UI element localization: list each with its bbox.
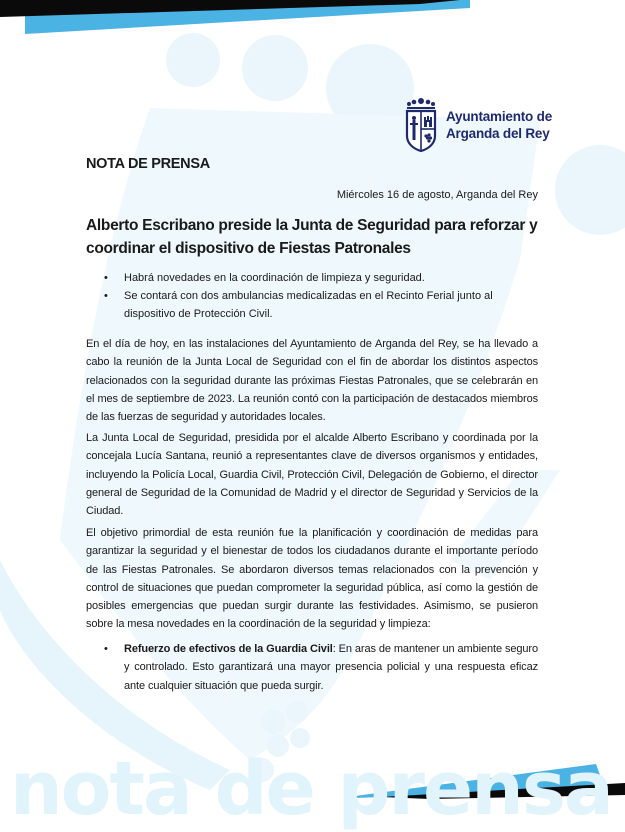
- highlight-item: [86, 269, 541, 287]
- bullet-icon: •: [104, 272, 108, 284]
- measures-list: [86, 640, 538, 695]
- logo-text: [446, 108, 552, 142]
- measure-item: [86, 640, 538, 695]
- logo-line-2: Arganda del Rey: [446, 126, 550, 141]
- measure-title: Refuerzo de efectivos de la Guardia Civil: [124, 643, 333, 655]
- bullet-icon: •: [104, 643, 108, 655]
- body-paragraph: El objetivo primordial de esta reunión fue la planificación y coordinación de medidas para garantizar la seguridad y el bienestar de todos los ciudadanos durante el importante período de las Fiestas Patronales. Se abordaron diversos temas relacionados con la prevención y control de situaciones que puedan comprometer la seguridad pública, así como la gestión de posibles emergencias que puedan surgir durante las festividades. Asimismo, se pusieron sobre la mesa novedades en la coordinación de la seguridad y limpieza:: [86, 527, 538, 631]
- footer-watermark-text: nota de prensa: [10, 746, 612, 832]
- document-kicker: NOTA DE PRENSA: [86, 156, 210, 172]
- measure-text: : En aras de mantener un ambiente seguro y controlado. Esto garantizará una mayor presencia policial y una respuesta eficaz ante cualquier situación que pueda surgir.: [124, 643, 538, 692]
- dateline: Miércoles 16 de agosto, Arganda del Rey: [336, 189, 538, 201]
- coat-of-arms-icon: [404, 98, 438, 152]
- logo-line-1: Ayuntamiento de: [446, 109, 553, 124]
- body-paragraph: En el día de hoy, en las instalaciones del Ayuntamiento de Arganda del Rey, se ha llevado a cabo la reunión de la Junta Local de Seguridad con el fin de abordar los distintos aspectos relacionados con la seguridad durante las próximas Fiestas Patronales, que se celebrarán en el mes de septiembre de 2023. La reunión contó con la participación de destacados miembros de las fuerzas de seguridad y autoridades locales.: [86, 338, 538, 424]
- highlight-text: Se contará con dos ambulancias medicalizadas en el Recinto Ferial junto al dispositivo de Protección Civil.: [124, 290, 493, 320]
- headline: Alberto Escribano preside la Junta de Seguridad para reforzar y coordinar el dispositivo de Fiestas Patronales: [86, 217, 538, 257]
- highlight-item: [86, 287, 541, 323]
- highlights-list: [86, 269, 541, 323]
- bullet-icon: •: [104, 290, 108, 302]
- body-paragraph: La Junta Local de Seguridad, presidida por el alcalde Alberto Escribano y coordinada por la concejala Lucía Santana, reunió a representantes clave de diversos organismos y entidades, incluyendo la Policía Local, Guardia Civil, Protección Civil, Delegación de Gobierno, el director general de Seguridad de la Comunidad de Madrid y el director de Seguridad y Servicios de la Ciudad.: [86, 432, 538, 518]
- highlight-text: Habrá novedades en la coordinación de limpieza y seguridad.: [124, 272, 425, 284]
- municipality-logo: [404, 98, 552, 152]
